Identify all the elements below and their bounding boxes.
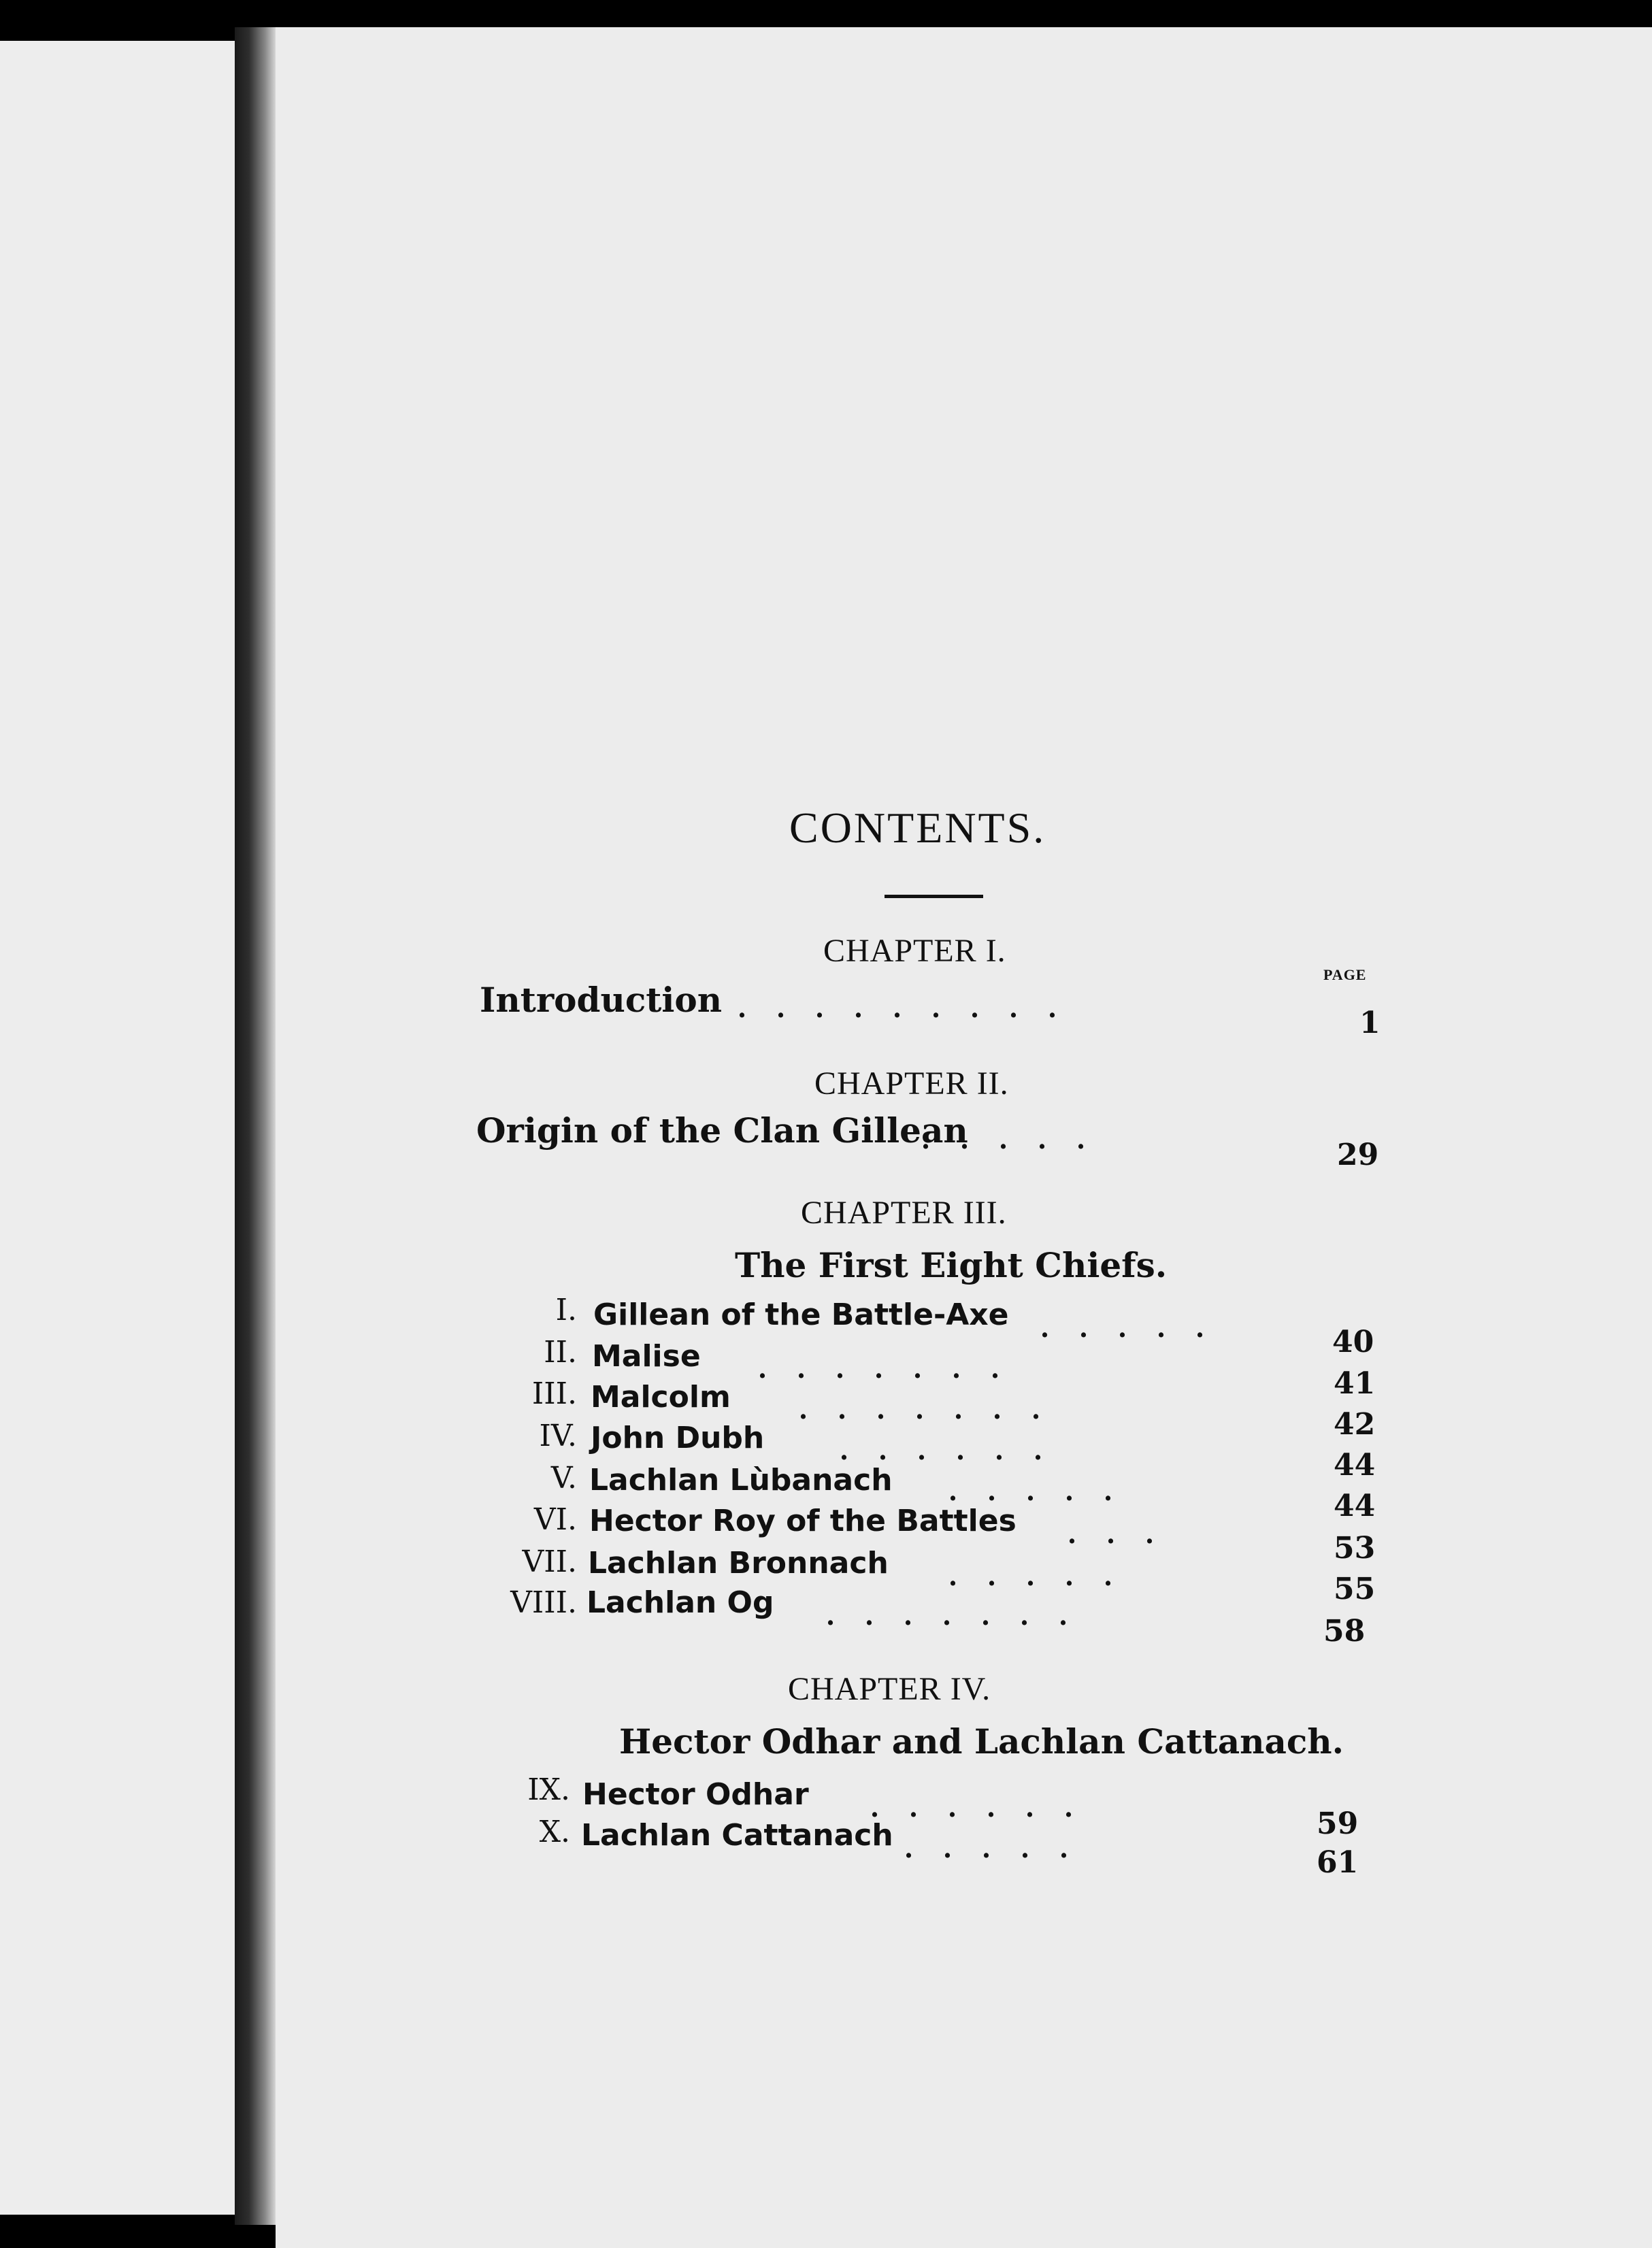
entry-numeral: III. <box>531 1376 577 1411</box>
page-column-label: PAGE <box>1323 966 1367 983</box>
entry-name: Malcolm <box>591 1380 731 1415</box>
entry-name: Hector Odhar <box>582 1777 809 1812</box>
entry-numeral: II. <box>544 1335 577 1370</box>
entry-page: 53 <box>1334 1531 1376 1566</box>
left-page <box>0 41 235 2215</box>
dot-leader: ......... <box>738 991 1087 1024</box>
dot-leader: ..... <box>949 1474 1143 1507</box>
entry-page: 61 <box>1317 1845 1359 1880</box>
chapter-1-page: 1 <box>1359 1006 1381 1040</box>
dot-leader: ..... <box>949 1559 1143 1592</box>
entry-numeral: V. <box>550 1461 577 1495</box>
chapter-4-subtitle: Hector Odhar and Lachlan Cattanach. <box>619 1721 1344 1762</box>
entry-name: Lachlan Cattanach <box>581 1818 893 1853</box>
dot-leader: ...... <box>840 1433 1073 1466</box>
entry-numeral: X. <box>539 1815 570 1849</box>
entry-page: 55 <box>1334 1572 1376 1606</box>
chapter-1-title: Introduction <box>480 980 723 1020</box>
entry-name: Lachlan Og <box>587 1585 774 1620</box>
dot-leader: ....... <box>759 1351 1030 1385</box>
entry-name: Malise <box>592 1339 701 1374</box>
entry-numeral: IX. <box>527 1772 570 1807</box>
entry-name: Gillean of the Battle-Axe <box>593 1297 1009 1332</box>
entry-numeral: IV. <box>539 1419 577 1453</box>
dot-leader: ..... <box>905 1831 1099 1864</box>
entry-name: Lachlan Bronnach <box>588 1546 889 1581</box>
chapter-3-subtitle: The First Eight Chiefs. <box>735 1245 1168 1285</box>
entry-numeral: VIII. <box>510 1585 577 1620</box>
entry-numeral: VI. <box>533 1502 577 1537</box>
dot-leader: ....... <box>827 1598 1098 1632</box>
entry-page: 40 <box>1332 1325 1374 1359</box>
chapter-3-heading: CHAPTER III. <box>801 1195 1007 1231</box>
entry-page: 44 <box>1334 1448 1376 1483</box>
dot-leader: ..... <box>1041 1310 1235 1344</box>
entry-page: 59 <box>1317 1806 1359 1841</box>
page-title: CONTENTS. <box>789 804 1046 852</box>
entry-numeral: I. <box>555 1293 577 1327</box>
entry-page: 44 <box>1334 1489 1376 1523</box>
entry-page: 58 <box>1323 1614 1366 1649</box>
dot-leader: ...... <box>871 1790 1104 1823</box>
entry-numeral: VII. <box>522 1544 577 1579</box>
chapter-4-heading: CHAPTER IV. <box>788 1671 991 1707</box>
dot-leader: ..... <box>922 1122 1116 1155</box>
chapter-2-title: Origin of the Clan Gillean <box>476 1110 968 1151</box>
entry-name: John Dubh <box>591 1421 765 1455</box>
entry-name: Hector Roy of the Battles <box>589 1504 1017 1538</box>
book-spine <box>235 27 276 2225</box>
chapter-1-heading: CHAPTER I. <box>823 933 1006 969</box>
title-rule <box>885 895 983 898</box>
dot-leader: ... <box>1068 1517 1185 1550</box>
entry-page: 42 <box>1334 1407 1376 1442</box>
chapter-2-heading: CHAPTER II. <box>814 1065 1009 1102</box>
chapter-2-page: 29 <box>1337 1138 1379 1172</box>
entry-page: 41 <box>1334 1366 1376 1401</box>
entry-name: Lachlan Lùbanach <box>589 1463 893 1498</box>
dot-leader: ....... <box>799 1392 1071 1425</box>
